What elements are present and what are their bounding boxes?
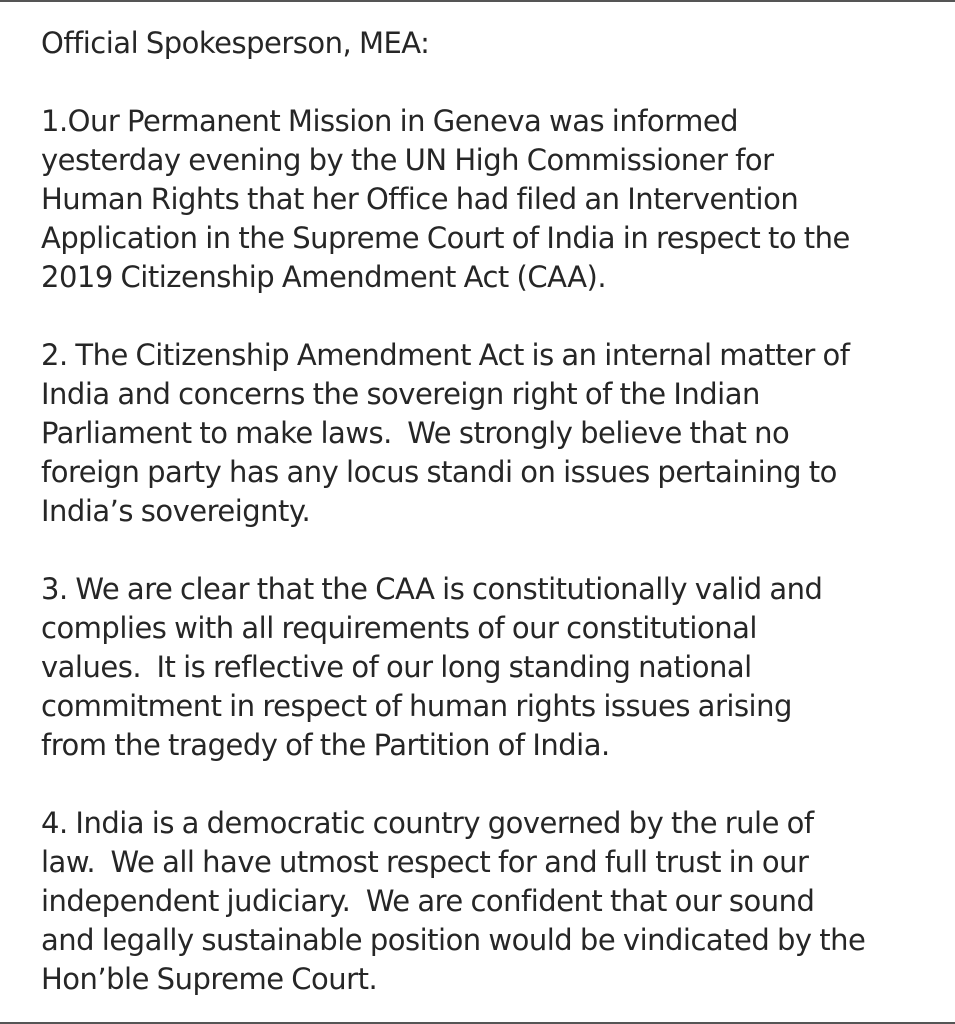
- paragraph-3: [41, 570, 941, 765]
- paragraph-line: 1.Our Permanent Mission in Geneva was informed: [41, 104, 739, 138]
- paragraph-line: Hon’ble Supreme Court.: [41, 962, 378, 996]
- paragraph-line: law. We all have utmost respect for and full trust in our: [41, 845, 809, 879]
- paragraph-line: 3. We are clear that the CAA is constitutionally valid and: [41, 572, 823, 606]
- paragraph-line: foreign party has any locus standi on issues pertaining to: [41, 455, 837, 489]
- statement-document: [41, 24, 941, 999]
- paragraph-line: India’s sovereignty.: [41, 494, 311, 528]
- paragraph-4: [41, 804, 941, 999]
- paragraph-line: 4. India is a democratic country governed by the rule of: [41, 806, 814, 840]
- paragraph-line: yesterday evening by the UN High Commissioner for: [41, 143, 774, 177]
- paragraph-line: Parliament to make laws. We strongly believe that no: [41, 416, 790, 450]
- paragraph-line: independent judiciary. We are confident that our sound: [41, 884, 815, 918]
- paragraph-line: India and concerns the sovereign right of the Indian: [41, 377, 760, 411]
- paragraph-line: Application in the Supreme Court of India in respect to the: [41, 221, 850, 255]
- paragraph-line: values. It is reflective of our long standing national: [41, 650, 752, 684]
- paragraph-1: [41, 102, 941, 297]
- paragraph-line: 2. The Citizenship Amendment Act is an internal matter of: [41, 338, 850, 372]
- paragraph-line: Human Rights that her Office had filed an Intervention: [41, 182, 799, 216]
- paragraph-line: and legally sustainable position would be vindicated by the: [41, 923, 866, 957]
- paragraph-line: 2019 Citizenship Amendment Act (CAA).: [41, 260, 607, 294]
- statement-heading: Official Spokesperson, MEA:: [41, 26, 430, 60]
- paragraph-2: [41, 336, 941, 531]
- paragraph-line: commitment in respect of human rights issues arising: [41, 689, 792, 723]
- paragraph-line: from the tragedy of the Partition of India.: [41, 728, 610, 762]
- paragraph-line: complies with all requirements of our constitutional: [41, 611, 757, 645]
